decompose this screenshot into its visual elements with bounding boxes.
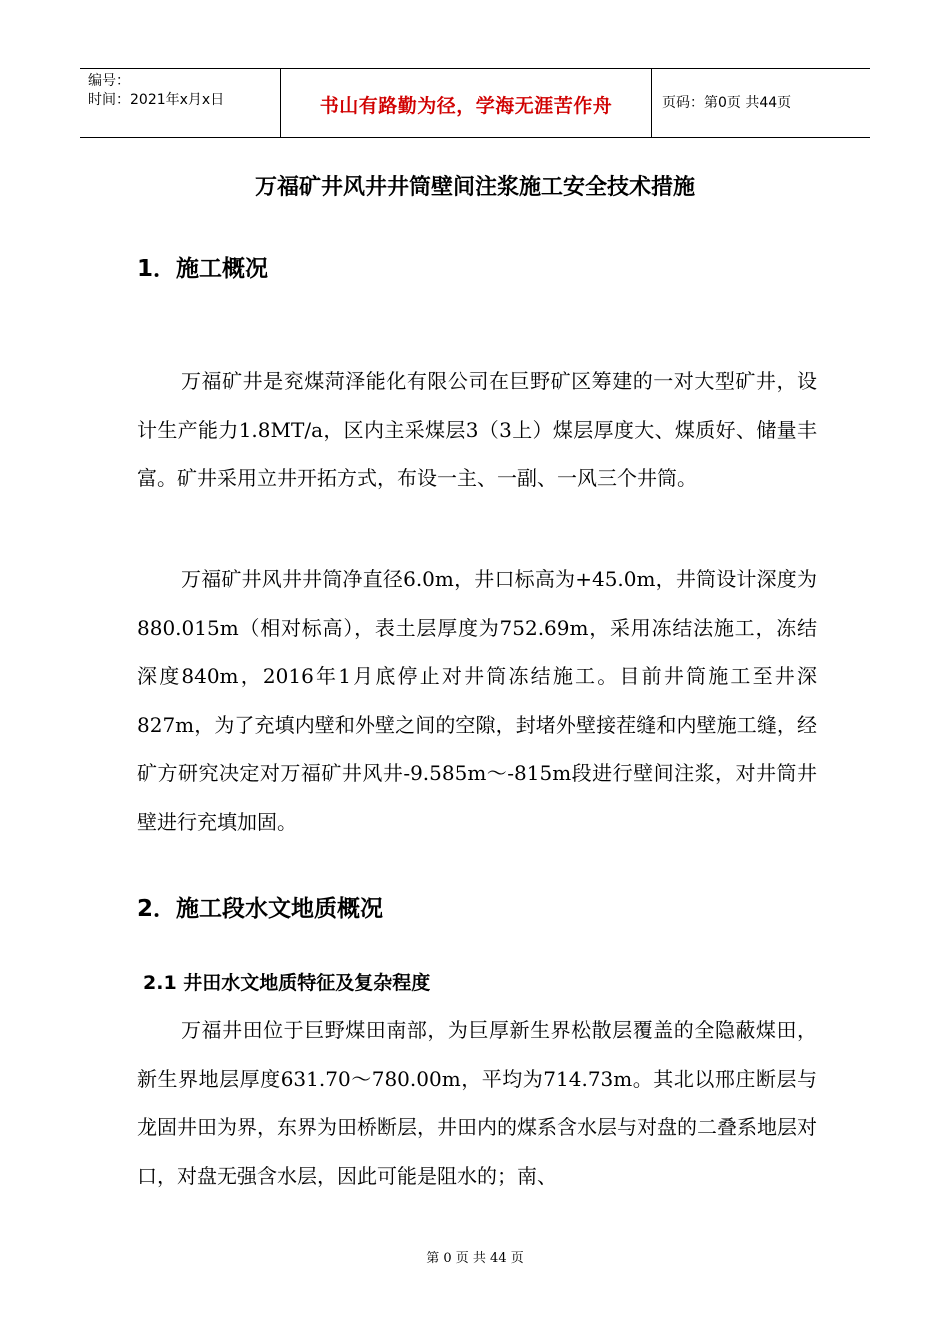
header-meta-cell <box>80 69 281 137</box>
section-heading-1: 1．施工概况 <box>137 256 269 282</box>
header-motto-cell <box>281 69 652 137</box>
document-date-label: 时间：2021年x月x日 <box>88 92 225 108</box>
header-motto: 书山有路勤为径，学海无涯苦作舟 <box>319 95 613 117</box>
page-footer: 第 0 页 共 44 页 <box>426 1251 524 1266</box>
section-1-paragraph-2: 万福矿井风井井筒净直径6.0m，井口标高为+45.0m，井筒设计深度为880.015m（相对标高），表土层厚度为752.69m，采用冻结法施工，冻结深度840m，2016年1月底停止对井筒冻结施工。目前井筒施工至井深827m，为了充填内壁和外壁之间的空隙，封堵外壁接茬缝和内壁施工缝，经矿方研究决定对万福矿井风井-9.585m～-815m段进行壁间注浆，对井筒井壁进行充填加固。 <box>137 567 817 834</box>
header-table <box>80 68 870 138</box>
document-number-label: 编号： <box>88 73 130 89</box>
header-page-label: 页码：第0页 共44页 <box>662 95 792 111</box>
document-title: 万福矿井风井井筒壁间注浆施工安全技术措施 <box>254 175 695 200</box>
subsection-heading-2-1: 2.1 井田水文地质特征及复杂程度 <box>143 972 431 994</box>
subsection-2-1-paragraph-1: 万福井田位于巨野煤田南部，为巨厚新生界松散层覆盖的全隐蔽煤田，新生界地层厚度631.70～780.00m，平均为714.73m。其北以邢庄断层与龙固井田为界，东界为田桥断层，井田内的煤系含水层与对盘的二叠系地层对口，对盘无强含水层，因此可能是阻水的；南、 <box>137 1018 817 1188</box>
section-heading-2: 2．施工段水文地质概况 <box>137 896 384 922</box>
header-page-cell <box>652 69 870 137</box>
section-1-paragraph-1: 万福矿井是兖煤菏泽能化有限公司在巨野矿区筹建的一对大型矿井，设计生产能力1.8MT/a，区内主采煤层3（3上）煤层厚度大、煤质好、储量丰富。矿井采用立井开拓方式，布设一主、一副、一风三个井筒。 <box>137 369 817 490</box>
